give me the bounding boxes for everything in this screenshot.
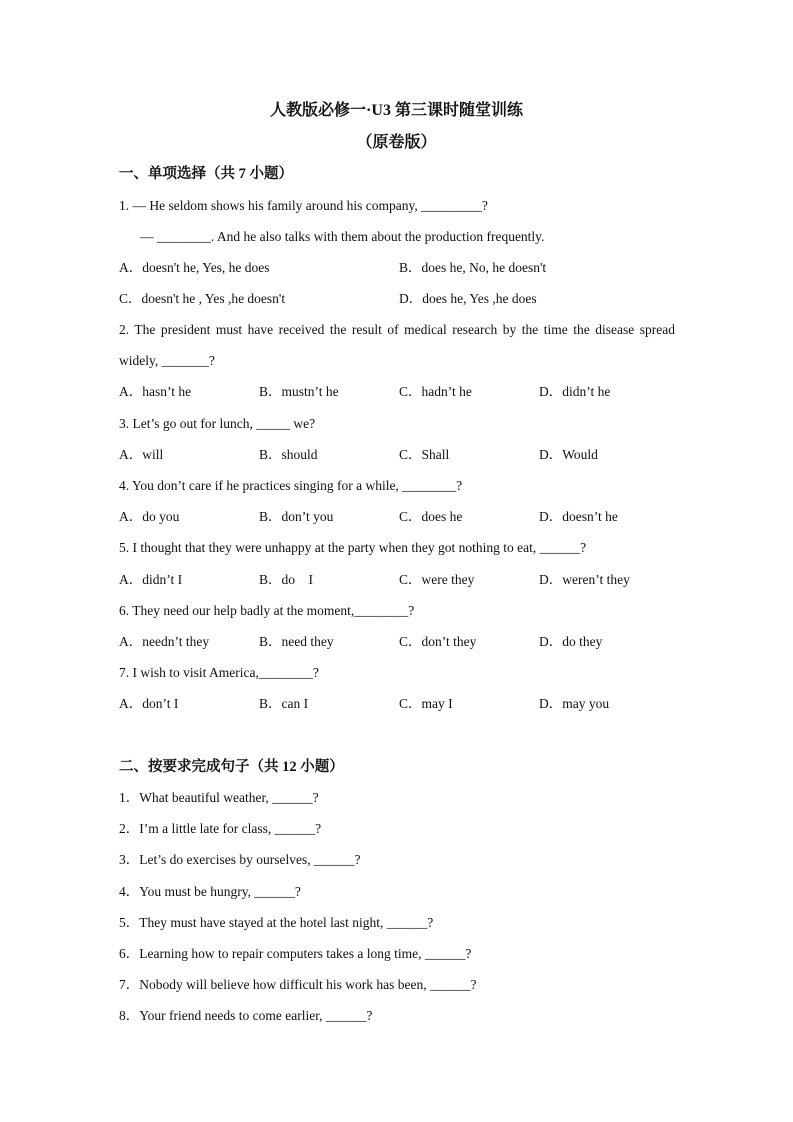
exercise-item: 5．They must have stayed at the hotel last night, ______?: [119, 915, 434, 930]
question-5-option-b[interactable]: B．do I: [259, 572, 313, 587]
question-7-option-a[interactable]: A．don’t I: [119, 696, 179, 711]
section-1-heading: 一、单项选择（共 7 小题）: [119, 166, 293, 182]
question-6-option-a[interactable]: A．needn’t they: [119, 634, 210, 649]
question-2-option-c[interactable]: C．hadn’t he: [399, 384, 472, 399]
question-1-option-b[interactable]: B．does he, No, he doesn't: [399, 260, 547, 275]
question-5-text: 5. I thought that they were unhappy at the party when they got nothing to eat, ______?: [119, 540, 587, 555]
question-3-option-b[interactable]: B．should: [259, 447, 318, 462]
question-4-option-b[interactable]: B．don’t you: [259, 509, 334, 524]
question-5-option-a[interactable]: A．didn’t I: [119, 572, 183, 587]
question-6-option-c[interactable]: C．don’t they: [399, 634, 477, 649]
question-4-option-d[interactable]: D．doesn’t he: [539, 509, 618, 524]
exercise-item: 1．What beautiful weather, ______?: [119, 790, 319, 805]
question-6-option-b[interactable]: B．need they: [259, 634, 334, 649]
question-1-option-d[interactable]: D．does he, Yes ,he does: [399, 291, 537, 306]
question-1-reply: — ________. And he also talks with them about the production frequently.: [140, 229, 545, 244]
question-4-option-c[interactable]: C．does he: [399, 509, 463, 524]
question-1-text: 1. — He seldom shows his family around his company, _________?: [119, 198, 488, 213]
exercise-item: 3．Let’s do exercises by ourselves, ______?: [119, 852, 361, 867]
question-6-option-d[interactable]: D．do they: [539, 634, 603, 649]
question-1-option-a[interactable]: A．doesn't he, Yes, he does: [119, 260, 270, 275]
question-5-option-d[interactable]: D．weren’t they: [539, 572, 630, 587]
question-4-text: 4. You don’t care if he practices singing for a while, ________?: [119, 478, 463, 493]
question-4-option-a[interactable]: A．do you: [119, 509, 180, 524]
exercise-item: 7．Nobody will believe how difficult his work has been, ______?: [119, 977, 477, 992]
question-2-option-a[interactable]: A．hasn’t he: [119, 384, 192, 399]
exercise-item: 2．I’m a little late for class, ______?: [119, 821, 322, 836]
question-7-option-c[interactable]: C．may I: [399, 696, 453, 711]
question-2-option-d[interactable]: D．didn’t he: [539, 384, 611, 399]
page-subtitle: （原卷版）: [356, 134, 437, 151]
question-2-option-b[interactable]: B．mustn’t he: [259, 384, 339, 399]
question-3-text: 3. Let’s go out for lunch, _____ we?: [119, 416, 316, 431]
exercise-item: 8．Your friend needs to come earlier, ______?: [119, 1008, 373, 1023]
exercise-item: 4．You must be hungry, ______?: [119, 884, 301, 899]
section-2-heading: 二、按要求完成句子（共 12 小题）: [119, 759, 344, 775]
question-6-text: 6. They need our help badly at the moment,________?: [119, 603, 415, 618]
question-7-option-b[interactable]: B．can I: [259, 696, 309, 711]
question-1-option-c[interactable]: C．doesn't he , Yes ,he doesn't: [119, 291, 286, 306]
question-3-option-a[interactable]: A．will: [119, 447, 164, 462]
question-2-text: 2. The president must have received the result of medical research by the time the disease spread: [119, 322, 675, 337]
page-title: 人教版必修一·U3 第三课时随堂训练: [270, 102, 523, 119]
question-7-text: 7. I wish to visit America,________?: [119, 665, 319, 680]
question-7-option-d[interactable]: D．may you: [539, 696, 610, 711]
question-3-option-c[interactable]: C．Shall: [399, 447, 450, 462]
question-3-option-d[interactable]: D．Would: [539, 447, 598, 462]
exercise-item: 6．Learning how to repair computers takes a long time, ______?: [119, 946, 472, 961]
question-2-text-cont: widely, _______?: [119, 353, 215, 368]
question-5-option-c[interactable]: C．were they: [399, 572, 475, 587]
